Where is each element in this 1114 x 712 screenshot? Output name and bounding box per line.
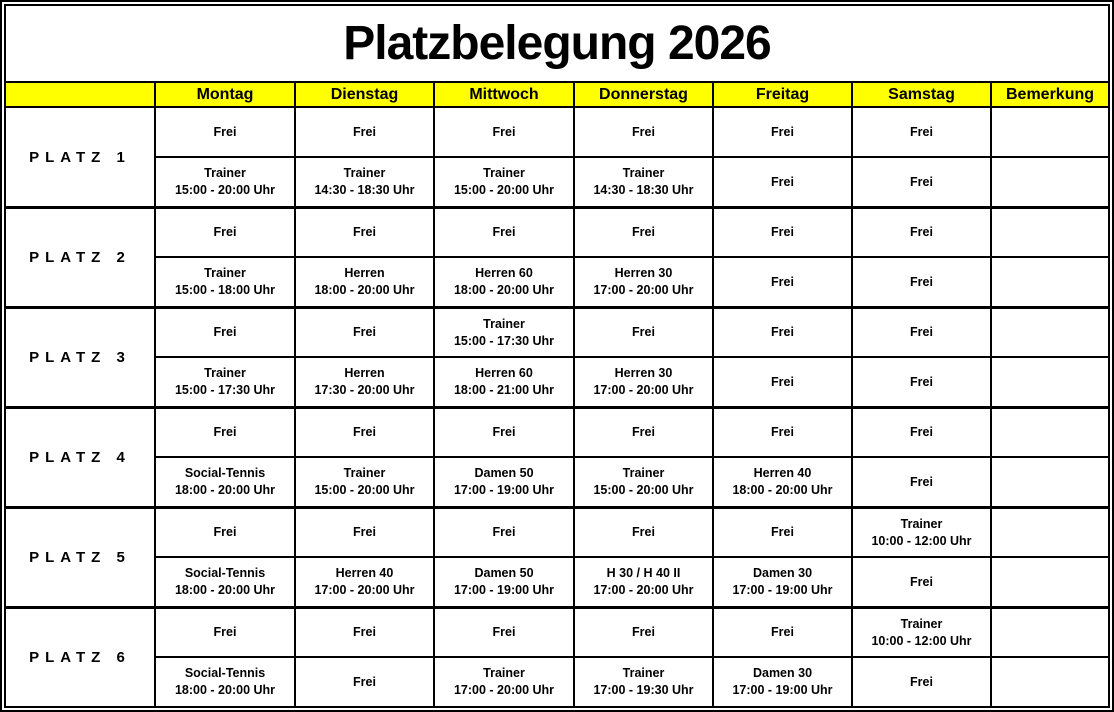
schedule-cell: Frei: [573, 306, 712, 356]
schedule-cell: Frei: [573, 606, 712, 656]
bemerkung-cell: [990, 306, 1108, 356]
schedule-cell: Frei: [433, 106, 573, 156]
schedule-cell: Frei: [712, 306, 851, 356]
schedule-cell: Frei: [851, 656, 990, 706]
platz-2-label: PLATZ 2: [6, 206, 154, 306]
platz-1-label: PLATZ 1: [6, 106, 154, 206]
schedule-cell: Frei: [851, 206, 990, 256]
schedule-cell: Frei: [712, 206, 851, 256]
header-donnerstag: Donnerstag: [573, 81, 712, 106]
schedule-cell: Trainer 15:00 - 17:30 Uhr: [433, 306, 573, 356]
platz-5-label: PLATZ 5: [6, 506, 154, 606]
schedule-cell: Frei: [573, 506, 712, 556]
bemerkung-cell: [990, 406, 1108, 456]
schedule-cell: H 30 / H 40 II 17:00 - 20:00 Uhr: [573, 556, 712, 606]
schedule-cell: Frei: [573, 406, 712, 456]
header-corner-cell: [6, 81, 154, 106]
schedule-cell: Herren 17:30 - 20:00 Uhr: [294, 356, 433, 406]
header-bemerkung: Bemerkung: [990, 81, 1108, 106]
schedule-cell: Herren 40 18:00 - 20:00 Uhr: [712, 456, 851, 506]
schedule-cell: Frei: [573, 206, 712, 256]
schedule-cell: Frei: [851, 556, 990, 606]
bemerkung-cell: [990, 656, 1108, 706]
bemerkung-cell: [990, 606, 1108, 656]
schedule-cell: Trainer 17:00 - 20:00 Uhr: [433, 656, 573, 706]
schedule-cell: Frei: [712, 506, 851, 556]
schedule-cell: Frei: [154, 506, 294, 556]
schedule-cell: Frei: [573, 106, 712, 156]
bemerkung-cell: [990, 256, 1108, 306]
schedule-cell: Frei: [712, 106, 851, 156]
schedule-cell: Frei: [712, 606, 851, 656]
schedule-cell: Damen 30 17:00 - 19:00 Uhr: [712, 556, 851, 606]
schedule-cell: Trainer 15:00 - 20:00 Uhr: [294, 456, 433, 506]
schedule-cell: Trainer 10:00 - 12:00 Uhr: [851, 506, 990, 556]
header-samstag: Samstag: [851, 81, 990, 106]
header-dienstag: Dienstag: [294, 81, 433, 106]
schedule-cell: Trainer 10:00 - 12:00 Uhr: [851, 606, 990, 656]
bemerkung-cell: [990, 156, 1108, 206]
schedule-cell: Social-Tennis 18:00 - 20:00 Uhr: [154, 656, 294, 706]
schedule-cell: Herren 30 17:00 - 20:00 Uhr: [573, 256, 712, 306]
schedule-cell: Frei: [154, 606, 294, 656]
schedule-cell: Frei: [294, 306, 433, 356]
schedule-cell: Frei: [154, 106, 294, 156]
schedule-cell: Frei: [712, 356, 851, 406]
schedule-cell: Damen 30 17:00 - 19:00 Uhr: [712, 656, 851, 706]
schedule-cell: Trainer 15:00 - 20:00 Uhr: [154, 156, 294, 206]
schedule-cell: Trainer 14:30 - 18:30 Uhr: [573, 156, 712, 206]
schedule-cell: Frei: [712, 406, 851, 456]
bemerkung-cell: [990, 506, 1108, 556]
schedule-cell: Frei: [433, 506, 573, 556]
header-freitag: Freitag: [712, 81, 851, 106]
schedule-cell: Frei: [294, 506, 433, 556]
schedule-cell: Herren 40 17:00 - 20:00 Uhr: [294, 556, 433, 606]
schedule-cell: Frei: [294, 606, 433, 656]
schedule-cell: Frei: [851, 256, 990, 306]
schedule-cell: Frei: [294, 206, 433, 256]
schedule-cell: Frei: [294, 406, 433, 456]
platz-4-label: PLATZ 4: [6, 406, 154, 506]
bemerkung-cell: [990, 556, 1108, 606]
schedule-cell: Frei: [294, 656, 433, 706]
schedule-cell: Frei: [712, 256, 851, 306]
schedule-cell: Frei: [433, 206, 573, 256]
schedule-cell: Frei: [851, 406, 990, 456]
page-title: Platzbelegung 2026: [343, 17, 771, 70]
header-montag: Montag: [154, 81, 294, 106]
schedule-cell: Herren 60 18:00 - 21:00 Uhr: [433, 356, 573, 406]
schedule-cell: Frei: [851, 156, 990, 206]
schedule-cell: Frei: [154, 406, 294, 456]
schedule-cell: Frei: [433, 406, 573, 456]
schedule-cell: Frei: [294, 106, 433, 156]
schedule-cell: Herren 60 18:00 - 20:00 Uhr: [433, 256, 573, 306]
schedule-cell: Frei: [851, 106, 990, 156]
schedule-cell: Trainer 15:00 - 17:30 Uhr: [154, 356, 294, 406]
schedule-cell: Damen 50 17:00 - 19:00 Uhr: [433, 556, 573, 606]
schedule-cell: Damen 50 17:00 - 19:00 Uhr: [433, 456, 573, 506]
schedule-cell: Frei: [433, 606, 573, 656]
schedule-cell: Trainer 15:00 - 18:00 Uhr: [154, 256, 294, 306]
platz-6-label: PLATZ 6: [6, 606, 154, 706]
bemerkung-cell: [990, 456, 1108, 506]
schedule-cell: Frei: [154, 206, 294, 256]
schedule-cell: Frei: [712, 156, 851, 206]
schedule-cell: Trainer 15:00 - 20:00 Uhr: [433, 156, 573, 206]
schedule-cell: Social-Tennis 18:00 - 20:00 Uhr: [154, 456, 294, 506]
schedule-cell: Herren 30 17:00 - 20:00 Uhr: [573, 356, 712, 406]
header-mittwoch: Mittwoch: [433, 81, 573, 106]
schedule-cell: Frei: [851, 356, 990, 406]
schedule-cell: Herren 18:00 - 20:00 Uhr: [294, 256, 433, 306]
schedule-table: [4, 4, 1110, 708]
bemerkung-cell: [990, 106, 1108, 156]
schedule-cell: Frei: [154, 306, 294, 356]
schedule-cell: Trainer 14:30 - 18:30 Uhr: [294, 156, 433, 206]
platz-3-label: PLATZ 3: [6, 306, 154, 406]
schedule-cell: Trainer 17:00 - 19:30 Uhr: [573, 656, 712, 706]
bemerkung-cell: [990, 206, 1108, 256]
schedule-cell: Trainer 15:00 - 20:00 Uhr: [573, 456, 712, 506]
schedule-cell: Frei: [851, 306, 990, 356]
schedule-cell: Social-Tennis 18:00 - 20:00 Uhr: [154, 556, 294, 606]
schedule-cell: Frei: [851, 456, 990, 506]
bemerkung-cell: [990, 356, 1108, 406]
